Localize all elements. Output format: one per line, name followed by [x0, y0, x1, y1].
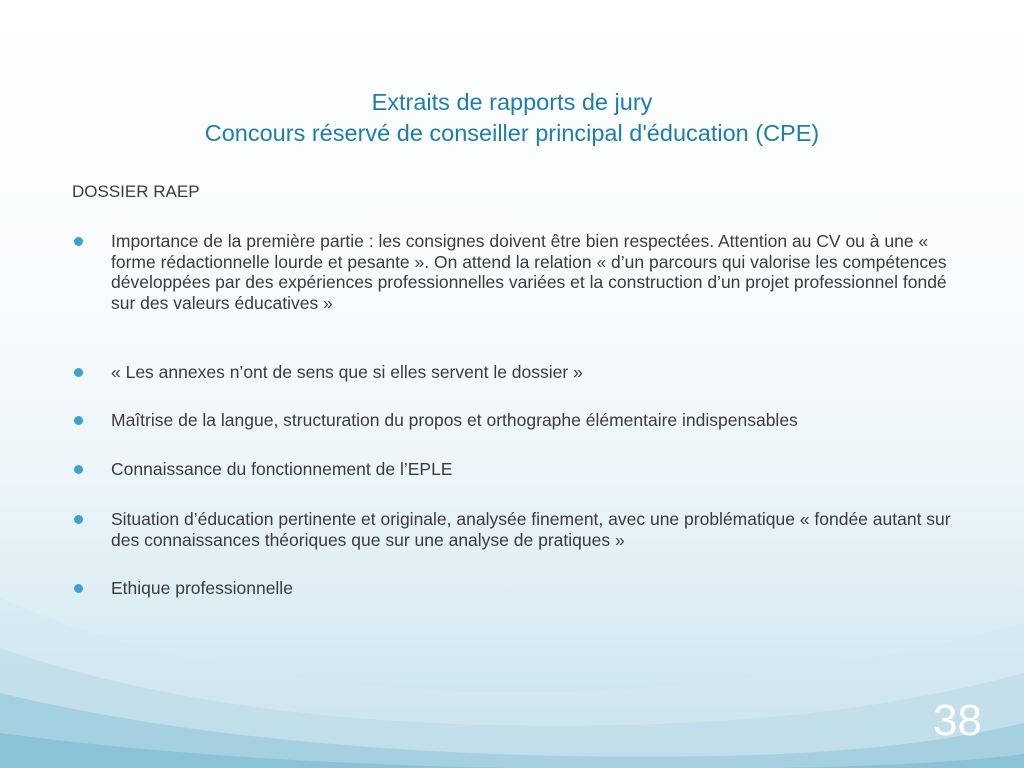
bullet-item [72, 509, 962, 550]
bullet-text: « Les annexes n’ont de sens que si elles servent le dossier » [111, 362, 583, 382]
slide-title [0, 87, 1024, 149]
bullet-dot-icon [74, 515, 83, 524]
bullet-dot-icon [74, 465, 83, 474]
bullet-item [72, 410, 962, 431]
bullet-item [72, 578, 962, 599]
title-line-1: Extraits de rapports de jury [371, 89, 653, 115]
bullet-dot-icon [74, 584, 83, 593]
bullet-text: Situation d’éducation pertinente et originale, analysée finement, avec une problématique « fondée autant sur des connaissances théoriques que sur une analyse de pratiques » [111, 509, 951, 550]
bullet-dot-icon [74, 237, 83, 246]
bullet-item [72, 362, 962, 383]
section-heading: DOSSIER RAEP [72, 182, 200, 201]
bullet-item [72, 459, 962, 480]
bullet-text: Connaissance du fonctionnement de l’EPLE [111, 459, 453, 479]
bullet-dot-icon [74, 416, 83, 425]
bullet-text: Importance de la première partie : les consignes doivent être bien respectées. Attention au CV ou à une « forme rédactionnelle lourde et pesante ». On attend la relation « d’un parcours qui valorise les compétences développées par des expériences professionnelles variées et la construction d’un projet professionnel fondé sur des valeurs éducatives » [111, 231, 947, 313]
bullet-item [72, 231, 962, 313]
bullet-dot-icon [74, 368, 83, 377]
background-waves [0, 528, 1024, 768]
page-number: 38 [933, 696, 982, 745]
bullet-text: Ethique professionnelle [111, 578, 293, 598]
title-line-2: Concours réservé de conseiller principal d'éducation (CPE) [204, 120, 820, 146]
bullet-text: Maîtrise de la langue, structuration du propos et orthographe élémentaire indispensables [111, 410, 798, 430]
